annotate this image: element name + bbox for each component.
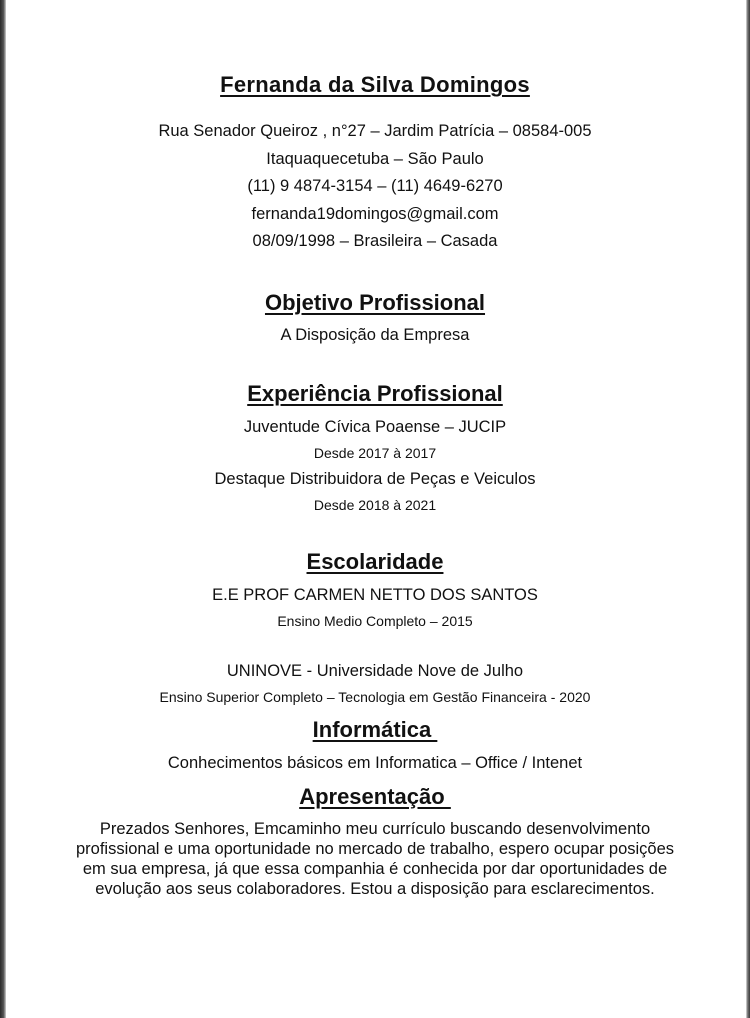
email-line: fernanda19domingos@gmail.com: [251, 205, 499, 223]
city-line: Itaquaquecetuba – São Paulo: [266, 150, 484, 168]
informatica-text: Conhecimentos básicos em Informatica – Office / Intenet: [167, 754, 583, 772]
objetivo-text: A Disposição da Empresa: [280, 326, 470, 344]
school-detail: Ensino Superior Completo – Tecnologia em Gestão Financeira - 2020: [159, 689, 591, 705]
candidate-name: Fernanda da Silva Domingos: [220, 72, 530, 97]
experience-period: Desde 2018 à 2021: [313, 497, 437, 513]
informatica-heading: Informática: [312, 717, 438, 742]
experience-company: Juventude Cívica Poaense – JUCIP: [243, 418, 507, 436]
experience-period: Desde 2017 à 2017: [313, 445, 437, 461]
apresentacao-paragraph: Prezados Senhores, Emcaminho meu currículo buscando desenvolvimento profissional e uma oportunidade no mercado de trabalho, espero ocupar posições em sua empresa, já que essa companhia é conhecida por dar oportunidades de evolução aos seus colaboradores. Estou a disposição para esclarecimentos.: [75, 820, 675, 898]
school-name: UNINOVE - Universidade Nove de Julho: [226, 662, 524, 680]
experience-company: Destaque Distribuidora de Peças e Veiculos: [214, 470, 536, 488]
school-name: E.E PROF CARMEN NETTO DOS SANTOS: [212, 586, 538, 604]
escolaridade-heading: Escolaridade: [306, 549, 444, 574]
experiencia-heading: Experiência Profissional: [247, 381, 503, 406]
school-detail: Ensino Medio Completo – 2015: [277, 613, 473, 629]
address-line: Rua Senador Queiroz , n°27 – Jardim Patrícia – 08584-005: [158, 122, 592, 140]
phones-line: (11) 9 4874-3154 – (11) 4649-6270: [247, 177, 503, 195]
apresentacao-heading: Apresentação: [299, 784, 451, 809]
objetivo-heading: Objetivo Profissional: [264, 290, 486, 315]
personal-info-line: 08/09/1998 – Brasileira – Casada: [252, 232, 498, 250]
